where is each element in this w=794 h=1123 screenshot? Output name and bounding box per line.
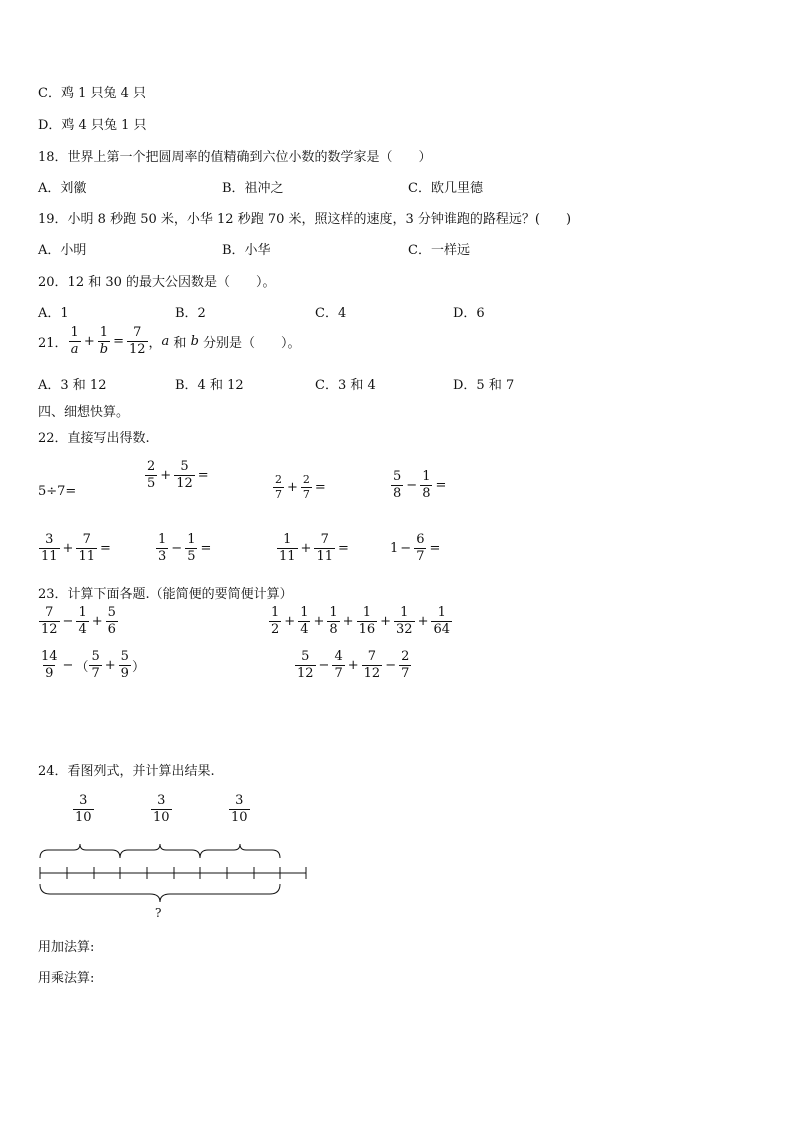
q19-option-c: C．一样远 <box>408 243 470 258</box>
bottom-brace <box>40 884 280 902</box>
q18-option-c: C．欧几里德 <box>408 181 483 196</box>
q18-option-a: A．刘徽 <box>38 181 87 196</box>
q22-stem: 22．直接写出得数. <box>38 431 150 446</box>
q24-add-label: 用加法算: <box>38 940 95 955</box>
q23-expr-3: $\frac{14}{9}$ − （ $\frac{5}{7}$ + $\frac{5}{9}$ ） <box>41 649 145 681</box>
q20-option-c: C．4 <box>315 306 347 321</box>
q24-stem: 24．看图列式，并计算出结果. <box>38 764 215 779</box>
q22-expr-3: $\frac{2}{7}$ + $\frac{2}{7}$ = <box>275 473 326 501</box>
q22-expr-1: 5÷7= <box>38 484 77 499</box>
q18-stem: 18．世界上第一个把圆周率的值精确到六位小数的数学家是（ ） <box>38 150 432 165</box>
q24-question-mark: ? <box>155 906 162 920</box>
top-brace-2 <box>120 844 200 858</box>
q24-segment-label-3: $\frac{3}{10}$ <box>231 793 248 825</box>
q17-option-c: C．鸡 1 只兔 4 只 <box>38 86 147 101</box>
section-title: 四、细想快算。 <box>38 405 130 420</box>
q17-option-d: D．鸡 4 只兔 1 只 <box>38 118 147 133</box>
q23-expr-2: $\frac{1}{2}$ + $\frac{1}{4}$ + $\frac{1}{8}$ + $\frac{1}{16}$ + $\frac{1}{32}$ + $\frac{1}{64}$ <box>271 605 451 637</box>
q21-stem: 21． $\frac{1}{a}$ + $\frac{1}{b}$ = $\frac{7}{12}$ ， a 和 b 分别是（ ）。 <box>38 325 301 357</box>
q21-option-a: A．3 和 12 <box>38 378 107 393</box>
q21-option-b: B．4 和 12 <box>175 378 244 393</box>
q24-segment-label-1: $\frac{3}{10}$ <box>75 793 92 825</box>
q23-stem: 23．计算下面各题.（能简便的要简便计算） <box>38 587 293 602</box>
q21-number: 21． <box>38 335 68 351</box>
q22-expr-5: $\frac{3}{11}$ + $\frac{7}{11}$ = <box>41 532 111 564</box>
q19-option-a: A．小明 <box>38 243 87 258</box>
top-brace-3 <box>200 844 280 858</box>
q18-option-b: B．祖冲之 <box>222 181 284 196</box>
q19-option-b: B．小华 <box>222 243 271 258</box>
q19-stem: 19．小明 8 秒跑 50 米，小华 12 秒跑 70 米，照这样的速度，3 分钟谁跑的路程远？( ) <box>38 212 572 227</box>
q21-option-c: C．3 和 4 <box>315 378 376 393</box>
fraction: $\frac{1}{b}$ <box>99 325 109 357</box>
fraction: $\frac{1}{a}$ <box>70 325 79 357</box>
q22-expr-2: $\frac{2}{5}$ + $\frac{5}{12}$ = <box>147 459 209 491</box>
q20-option-d: D．6 <box>453 306 485 321</box>
q23-expr-1: $\frac{7}{12}$ − $\frac{1}{4}$ + $\frac{5}{6}$ <box>41 605 116 637</box>
q22-expr-8: 1 − $\frac{6}{7}$ = <box>390 532 441 564</box>
number-line-diagram <box>34 840 324 925</box>
q22-expr-7: $\frac{1}{11}$ + $\frac{7}{11}$ = <box>279 532 349 564</box>
q24-mul-label: 用乘法算: <box>38 971 95 986</box>
q22-expr-4: $\frac{5}{8}$ − $\frac{1}{8}$ = <box>393 469 447 501</box>
q22-expr-6: $\frac{1}{3}$ − $\frac{1}{5}$ = <box>158 532 212 564</box>
fraction: $\frac{7}{12}$ <box>128 325 146 357</box>
q23-expr-4: $\frac{5}{12}$ − $\frac{4}{7}$ + $\frac{7}{12}$ − $\frac{2}{7}$ <box>297 649 410 681</box>
top-brace-1 <box>40 844 120 858</box>
q21-option-d: D．5 和 7 <box>453 378 515 393</box>
q20-option-b: B．2 <box>175 306 206 321</box>
q20-stem: 20．12 和 30 的最大公因数是（ ）。 <box>38 275 276 290</box>
q24-segment-label-2: $\frac{3}{10}$ <box>153 793 170 825</box>
q20-option-a: A．1 <box>38 306 69 321</box>
